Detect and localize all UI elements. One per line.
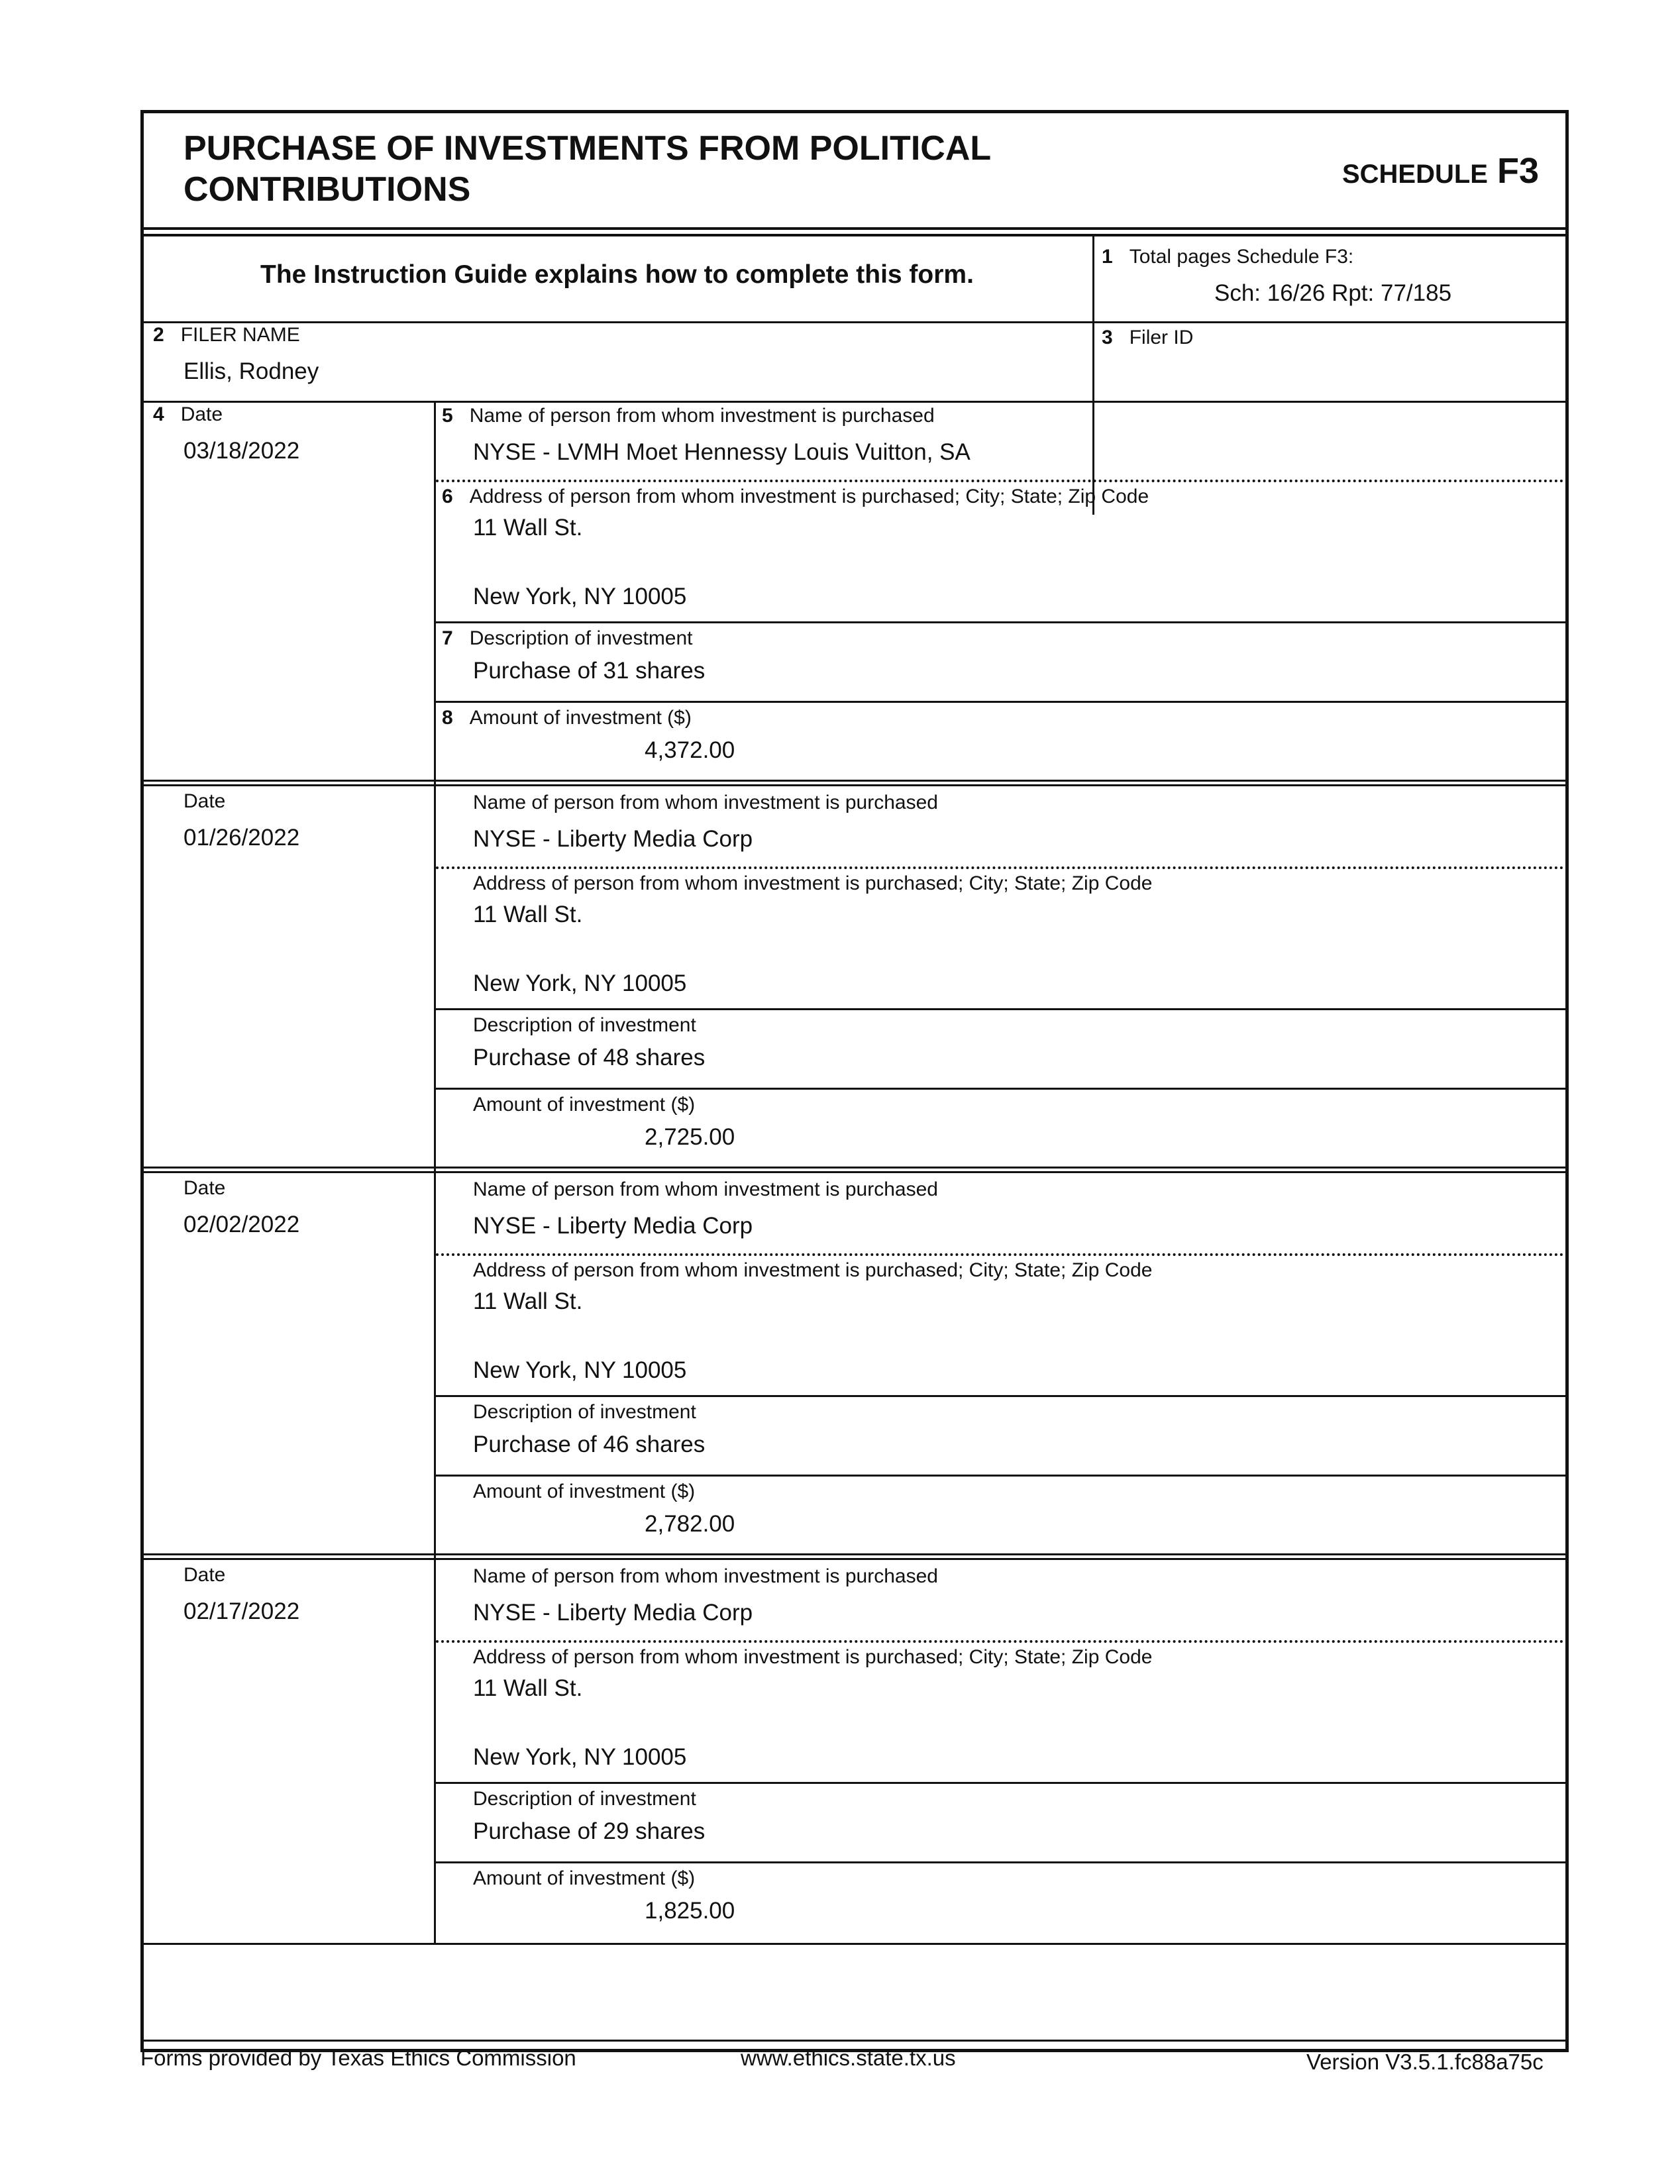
entry-1-address-divider	[436, 621, 1565, 623]
entry-3-address-line2: New York, NY 10005	[473, 1357, 687, 1383]
entry-4-description-label: Description of investment	[473, 1788, 696, 1810]
entry-2-name: NYSE - Liberty Media Corp	[473, 826, 753, 852]
entry-4-address-divider	[436, 1782, 1565, 1784]
filer-bottom-line	[144, 401, 1565, 403]
entry-4-bottom-line	[144, 1943, 1565, 1945]
footer-left: Forms provided by Texas Ethics Commission	[140, 2046, 576, 2070]
entry-3-description-label: Description of investment	[473, 1401, 696, 1423]
entry-4-amount-label: Amount of investment ($)	[473, 1867, 696, 1889]
footer-url[interactable]: www.ethics.state.tx.us	[741, 2046, 956, 2070]
entry-1-vertical	[434, 403, 436, 784]
entry-1-name: NYSE - LVMH Moet Hennessy Louis Vuitton, SA	[473, 439, 971, 465]
schedule-word: SCHEDULE	[1341, 160, 1488, 189]
instruction-text: The Instruction Guide explains how to complete this form.	[260, 260, 974, 289]
schedule-f3-form	[140, 110, 1569, 2052]
entry-3-address-label: Address of person from whom investment is purchased; City; State; Zip Code	[473, 1259, 1153, 1281]
entry-3-description: Purchase of 46 shares	[473, 1431, 706, 1457]
entry-2-bottom-line-b	[144, 1171, 1565, 1173]
entry-2-address-line2: New York, NY 10005	[473, 970, 687, 996]
schedule-code: F3	[1496, 151, 1539, 191]
instruction-bottom-line	[144, 321, 1565, 323]
entry-2-description: Purchase of 48 shares	[473, 1045, 706, 1070]
entry-4-address-line1: 11 Wall St.	[473, 1675, 583, 1701]
entry-2-address-line1: 11 Wall St.	[473, 902, 583, 927]
entry-2-address-label: Address of person from whom investment is purchased; City; State; Zip Code	[473, 872, 1153, 894]
form-title-line2: CONTRIBUTIONS	[184, 170, 471, 209]
entry-3-bottom-line-a	[144, 1553, 1565, 1555]
entry-3-date: 02/02/2022	[184, 1212, 300, 1237]
entry-4-amount: 1,825.00	[645, 1898, 735, 1924]
entry-2-date-label: Date	[184, 790, 226, 812]
entry-2-vertical	[434, 786, 436, 1173]
filer-name: Ellis, Rodney	[184, 358, 319, 384]
total-pages-label: 1 Total pages Schedule F3:	[1102, 246, 1354, 268]
filer-name-label: 2 FILER NAME	[153, 324, 300, 346]
entry-1-bottom-line-b	[144, 784, 1565, 786]
entry-4-vertical	[434, 1560, 436, 1944]
entry-1-name-divider	[436, 480, 1564, 482]
entry-1-bottom-line-a	[144, 780, 1565, 782]
entry-1-address-line2: New York, NY 10005	[473, 584, 687, 609]
entry-2-description-label: Description of investment	[473, 1014, 696, 1036]
entry-2-bottom-line-a	[144, 1167, 1565, 1169]
entry-4-address-line2: New York, NY 10005	[473, 1744, 687, 1770]
entry-3-name-divider	[436, 1253, 1564, 1256]
entry-1-name-label: 5 Name of person from whom investment is purchased	[442, 405, 935, 427]
entry-3-amount: 2,782.00	[645, 1511, 735, 1537]
schedule-label	[1342, 150, 1539, 191]
total-pages-value: Sch: 16/26 Rpt: 77/185	[1214, 280, 1452, 306]
entry-3-address-divider	[436, 1395, 1565, 1397]
header-divider-top	[144, 227, 1565, 230]
entry-3-amount-label: Amount of investment ($)	[473, 1481, 696, 1502]
entry-1-description: Purchase of 31 shares	[473, 658, 706, 684]
entry-3-address-line1: 11 Wall St.	[473, 1288, 583, 1314]
entry-4-date: 02/17/2022	[184, 1598, 300, 1624]
form-title	[184, 128, 991, 210]
entry-2-name-divider	[436, 866, 1564, 869]
entry-3-date-label: Date	[184, 1177, 226, 1199]
entry-1-description-divider	[436, 701, 1565, 703]
entry-4-address-label: Address of person from whom investment is purchased; City; State; Zip Code	[473, 1646, 1153, 1668]
entry-2-date: 01/26/2022	[184, 825, 300, 851]
filer-id-label: 3 Filer ID	[1102, 327, 1194, 348]
entry-1-description-label: 7 Description of investment	[442, 627, 693, 649]
entry-3-name: NYSE - Liberty Media Corp	[473, 1213, 753, 1239]
entry-2-amount: 2,725.00	[645, 1124, 735, 1150]
entry-1-date: 03/18/2022	[184, 438, 300, 464]
form-bottom-inner-line	[144, 2040, 1565, 2042]
total-pages-divider	[1092, 236, 1094, 515]
entry-2-description-divider	[436, 1088, 1565, 1090]
entry-4-description-divider	[436, 1861, 1565, 1863]
entry-3-description-divider	[436, 1475, 1565, 1477]
entry-4-description: Purchase of 29 shares	[473, 1818, 706, 1844]
form-title-line1: PURCHASE OF INVESTMENTS FROM POLITICAL	[184, 129, 992, 168]
entry-4-date-label: Date	[184, 1564, 226, 1586]
entry-4-name-divider	[436, 1640, 1564, 1643]
entry-4-name-label: Name of person from whom investment is purchased	[473, 1565, 938, 1587]
entry-2-amount-label: Amount of investment ($)	[473, 1094, 696, 1116]
entry-3-name-label: Name of person from whom investment is purchased	[473, 1178, 938, 1200]
entry-2-address-divider	[436, 1008, 1565, 1010]
entry-4-name: NYSE - Liberty Media Corp	[473, 1600, 753, 1626]
entry-1-amount: 4,372.00	[645, 737, 735, 763]
entry-2-name-label: Name of person from whom investment is purchased	[473, 792, 938, 813]
entry-1-amount-label: 8 Amount of investment ($)	[442, 707, 692, 729]
entry-1-date-label: 4 Date	[153, 403, 223, 425]
entry-3-bottom-line-b	[144, 1558, 1565, 1560]
entry-1-address-line1: 11 Wall St.	[473, 515, 583, 541]
footer-version: Version V3.5.1.fc88a75c	[1306, 2050, 1544, 2074]
header-divider-bottom	[144, 234, 1565, 236]
entry-3-vertical	[434, 1173, 436, 1560]
entry-1-address-label: 6 Address of person from whom investment is purchased; City; State; Zip Code	[442, 486, 1149, 507]
